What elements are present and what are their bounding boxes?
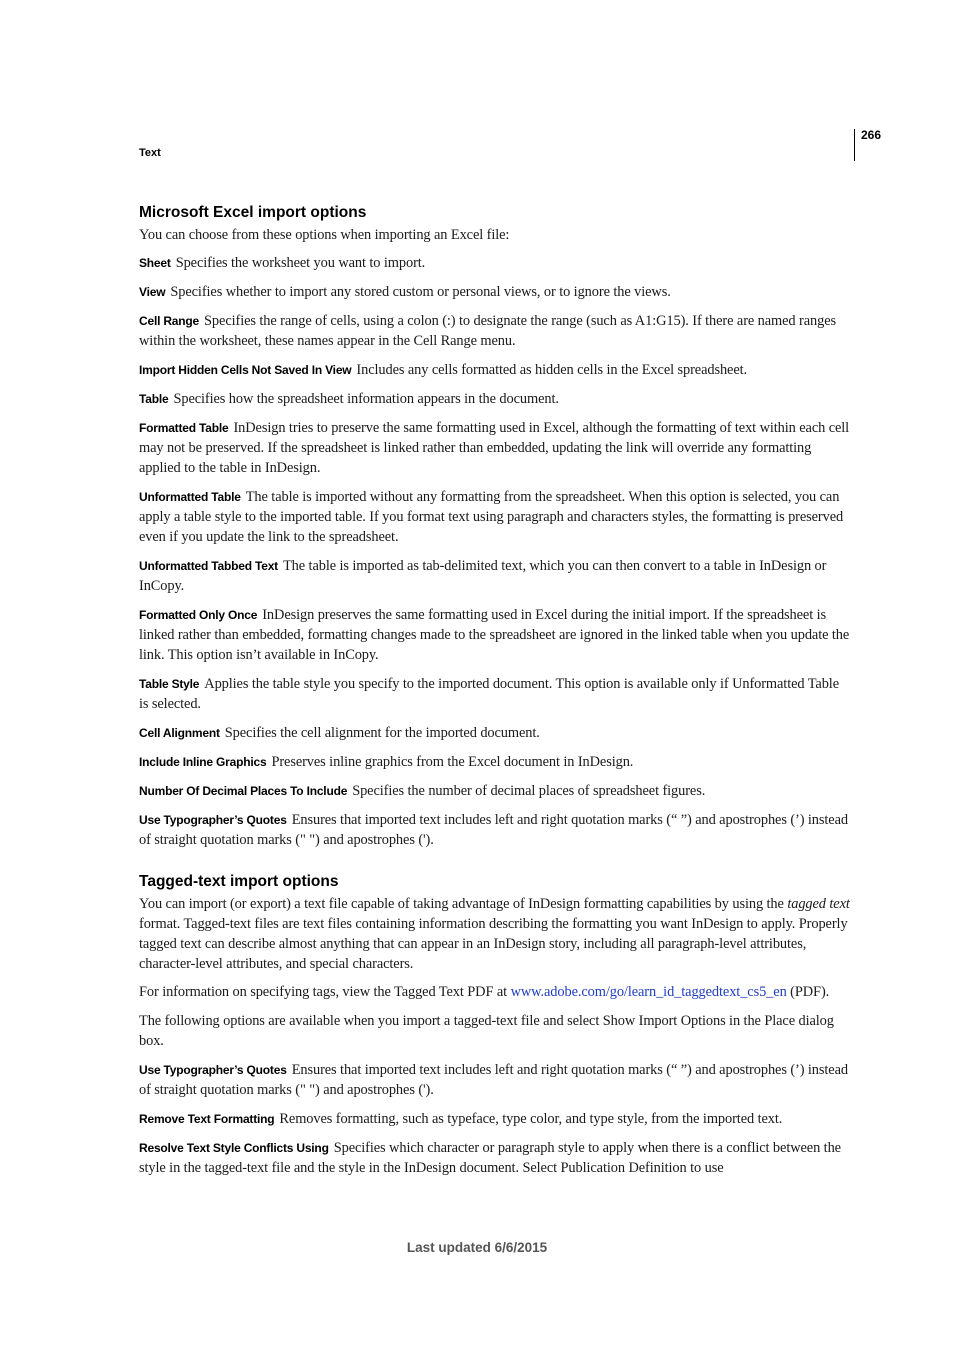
option-term: Use Typographer’s Quotes <box>139 1063 287 1077</box>
excel-section-title: Microsoft Excel import options <box>139 204 367 221</box>
footer-last-updated: Last updated 6/6/2015 <box>406 1240 548 1255</box>
option-term: Number Of Decimal Places To Include <box>139 784 348 798</box>
page-number: 266 <box>861 128 882 142</box>
option-desc: The table is imported as tab-delimited text, which you can then convert to a table in InDesign or InCopy. <box>139 558 827 594</box>
option-cell-range <box>139 311 851 351</box>
option-desc: Removes formatting, such as typeface, type color, and type style, from the imported text. <box>279 1111 783 1127</box>
option-term: Table <box>139 392 169 406</box>
option-desc: Specifies the number of decimal places of spreadsheet figures. <box>352 783 706 799</box>
tagged-options-paragraph: The following options are available when you import a tagged-text file and select Show Import Options in the Place dialog box. <box>139 1013 834 1049</box>
option-term: Formatted Table <box>139 421 229 435</box>
option-desc: Specifies how the spreadsheet information appears in the document. <box>173 391 559 407</box>
page-content <box>139 202 851 1187</box>
option-term: Cell Range <box>139 314 200 328</box>
option-desc: Includes any cells formatted as hidden cells in the Excel spreadsheet. <box>356 362 748 378</box>
option-desc: Specifies the worksheet you want to import. <box>175 255 426 271</box>
option-typographers-quotes <box>139 810 851 850</box>
option-desc: InDesign preserves the same formatting used in Excel during the initial import. If the spreadsheet is linked rather than embedded, formatting changes made to the spreadsheet are ignored in the linked table when you update the link. This option isn’t available in InCopy. <box>139 607 850 663</box>
option-import-hidden-cells <box>139 360 851 380</box>
option-desc: Ensures that imported text includes left and right quotation marks (“ ”) and apostrophes (’) instead of straight quotation marks (" ") and apostrophes ('). <box>139 1062 848 1098</box>
running-head: Text <box>139 147 161 159</box>
option-unformatted-table <box>139 487 851 547</box>
option-term: Unformatted Table <box>139 490 241 504</box>
option-term: Include Inline Graphics <box>139 755 267 769</box>
option-desc: The table is imported without any formatting from the spreadsheet. When this option is selected, you can apply a table style to the imported table. If you format text using paragraph and characters styles, the formatting is preserved even if you update the link to the spreadsheet. <box>139 489 844 545</box>
option-term: Table Style <box>139 677 200 691</box>
option-term: Formatted Only Once <box>139 608 258 622</box>
tagged-text-emphasis: tagged text <box>787 896 850 912</box>
option-desc: Specifies whether to import any stored custom or personal views, or to ignore the views. <box>170 284 671 300</box>
option-view <box>139 282 851 302</box>
tagged-intro-text: You can import (or export) a text file capable of taking advantage of InDesign formatting capabilities by using the <box>139 896 788 912</box>
option-table-style <box>139 674 851 714</box>
option-unformatted-tabbed-text <box>139 556 851 596</box>
tagged-intro <box>139 894 851 974</box>
option-term: Use Typographer’s Quotes <box>139 813 287 827</box>
tagged-text-pdf-link[interactable]: www.adobe.com/go/learn_id_taggedtext_cs5_en <box>510 984 787 1000</box>
option-desc: Specifies which character or paragraph style to apply when there is a conflict between the style in the tagged-text file and the style in the InDesign document. Select Publication Definition to use <box>139 1140 841 1176</box>
tagged-option-resolve-conflicts <box>139 1138 851 1178</box>
option-table <box>139 389 851 409</box>
tagged-section-title: Tagged-text import options <box>139 873 339 890</box>
option-term: Cell Alignment <box>139 726 220 740</box>
option-term: Resolve Text Style Conflicts Using <box>139 1141 329 1155</box>
option-term: Sheet <box>139 256 171 270</box>
tagged-intro-text-cont: format. Tagged-text files are text files containing information describing the formatting you want InDesign to apply. Properly tagged text can describe almost anything that can appear in an InDesign story, including all paragraph-level attributes, character-level attributes, and special characters. <box>139 916 848 972</box>
option-decimal-places <box>139 781 851 801</box>
option-cell-alignment <box>139 723 851 743</box>
option-desc: Preserves inline graphics from the Excel document in InDesign. <box>271 754 634 770</box>
option-desc: InDesign tries to preserve the same formatting used in Excel, although the formatting of text within each cell may not be preserved. If the spreadsheet is linked rather than embedded, updating the link will override any formatting applied to the table in InDesign. <box>139 420 850 476</box>
option-desc: Ensures that imported text includes left and right quotation marks (“ ”) and apostrophes (’) instead of straight quotation marks (" ") and apostrophes ('). <box>139 812 848 848</box>
option-term: Unformatted Tabbed Text <box>139 559 278 573</box>
option-desc: Specifies the cell alignment for the imported document. <box>224 725 540 741</box>
option-desc: Specifies the range of cells, using a colon (:) to designate the range (such as A1:G15). If there are named ranges within the worksheet, these names appear in the Cell Range menu. <box>139 313 836 349</box>
header-rule <box>854 129 855 161</box>
option-formatted-only-once <box>139 605 851 665</box>
option-formatted-table <box>139 418 851 478</box>
tagged-info-text: For information on specifying tags, view the Tagged Text PDF at <box>139 984 511 1000</box>
option-include-inline-graphics <box>139 752 851 772</box>
option-sheet <box>139 253 851 273</box>
tagged-option-remove-text-formatting <box>139 1109 851 1129</box>
option-term: Remove Text Formatting <box>139 1112 275 1126</box>
option-desc: Applies the table style you specify to the imported document. This option is available only if Unformatted Table is selected. <box>139 676 839 712</box>
tagged-option-typographers-quotes <box>139 1060 851 1100</box>
option-term: View <box>139 285 166 299</box>
excel-intro: You can choose from these options when importing an Excel file: <box>139 227 510 243</box>
tagged-info-suffix: (PDF). <box>786 984 830 1000</box>
tagged-info-paragraph <box>139 982 851 1002</box>
option-term: Import Hidden Cells Not Saved In View <box>139 363 352 377</box>
